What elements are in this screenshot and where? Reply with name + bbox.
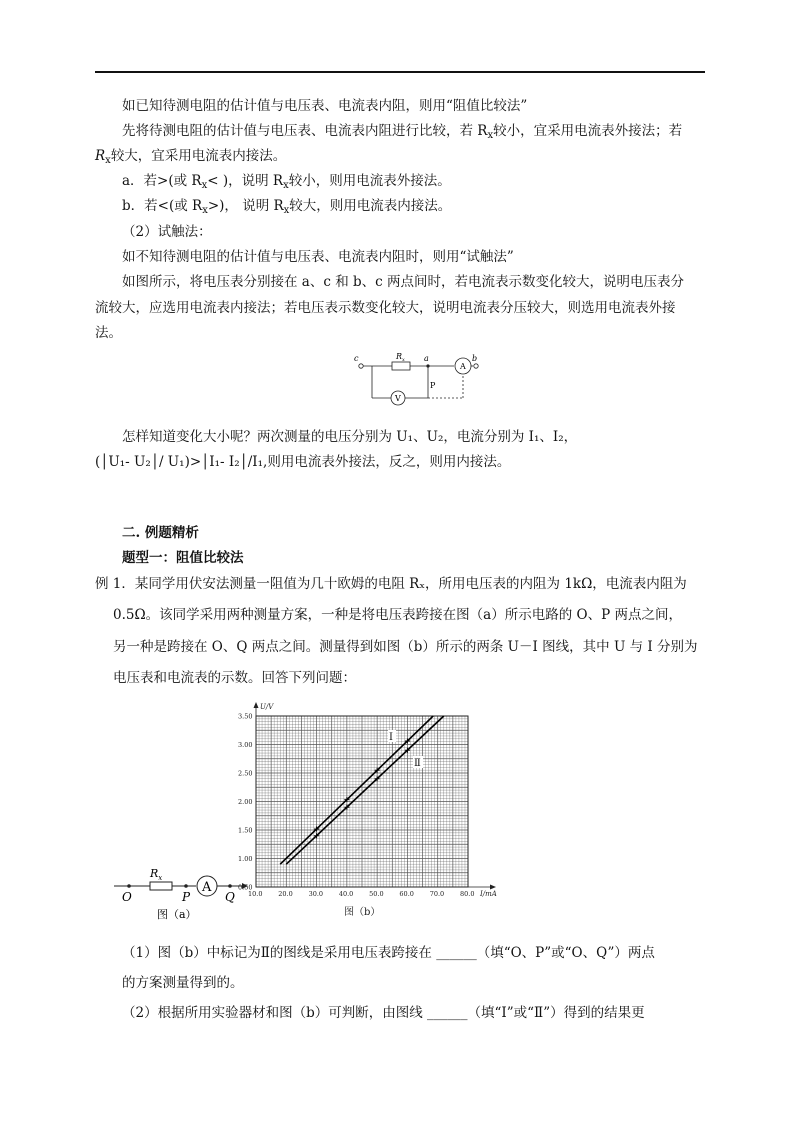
resistor-rx	[150, 882, 172, 890]
label-c: c	[354, 354, 359, 363]
label-b: b	[472, 354, 478, 363]
question-text: 的方案测量得到的。	[122, 975, 244, 991]
paragraph: b．若<(或 $R_x>$)， 说明 $R_x$较大，则用电流表内接法。	[122, 198, 452, 216]
figure-a-circuit	[112, 860, 252, 922]
label-rx: $R_x$	[396, 352, 405, 363]
paragraph: 流较大，应选用电流表内接法；若电压表示数变化较大，说明电流表分压较大，则选用电流表外接	[95, 300, 676, 316]
paragraph: 法。	[95, 325, 122, 341]
x-tick-label: 30.0	[308, 890, 324, 898]
terminal-b	[474, 364, 478, 368]
label-o: O	[122, 890, 132, 904]
y-tick-label: 3.50	[238, 712, 253, 721]
paragraph: 怎样知道变化大小呢？两次测量的电压分别为 U₁、U₂，电流分别为 I₁、I₂，	[122, 429, 578, 445]
paragraph: a．若>(或 $R_x<$ )，说明 $R_x$较小，则用电流表外接法。	[122, 173, 451, 191]
example-text: 例 1．某同学用伏安法测量一阻值为几十欧姆的电阻 Rₓ，所用电压表的内阻为 1kΩ，电流表内阻为	[95, 576, 687, 592]
x-tick-label: 20.0	[278, 890, 293, 898]
x-axis-arrow	[490, 885, 496, 890]
example-text: 电压表和电流表的示数。回答下列问题：	[113, 670, 356, 686]
x-axis-label: I/mA	[480, 890, 497, 898]
y-axis-label: U/V	[260, 703, 274, 711]
label-q: Q	[225, 890, 235, 904]
paragraph: （2）试触法：	[122, 224, 212, 240]
figure-b-ui-chart	[236, 700, 506, 930]
question-text: （2）根据所用实验器材和图（b）可判断，由图线 ______（填“Ⅰ”或“Ⅱ”）得到的结果更	[122, 1005, 645, 1021]
label-rx: $R_x$	[150, 867, 163, 882]
x-tick-label: 70.0	[429, 890, 445, 898]
figure-a-caption: 图（a）	[157, 908, 197, 921]
example-text: 0.5Ω。该同学采用两种测量方案，一种是将电压表跨接在图（a）所示电路的 O、P 两点之间，	[113, 607, 682, 623]
paragraph: 先将待测电阻的估计值与电压表、电流表内阻进行比较，若 $R_x$较小，宜采用电流表外接法；若	[122, 123, 683, 141]
paragraph: 如图所示，将电压表分别接在 a、c 和 b、c 两点间时，若电流表示数变化较大，说明电压表分	[122, 274, 684, 290]
ammeter-label: A	[460, 362, 466, 371]
label-p: P	[182, 890, 191, 904]
series-label: Ⅱ	[414, 758, 421, 769]
section-heading: 二. 例题精析	[122, 525, 199, 541]
y-tick-label: 1.50	[238, 826, 253, 835]
x-tick-label: 80.0	[460, 890, 475, 898]
header-rule	[95, 71, 705, 73]
terminal-c	[359, 364, 363, 368]
formula-line: (│U₁- U₂│/ U₁)>│I₁- I₂│/I₁,则用电流表外接法，反之，则用内接法。	[95, 454, 511, 470]
y-tick-label: 2.50	[238, 769, 253, 778]
question-text: （1）图（b）中标记为Ⅱ的图线是采用电压表跨接在 ______（填“O、P”或“O、Q”）两点	[122, 945, 655, 961]
paragraph: 如已知待测电阻的估计值与电压表、电流表内阻，则用“阻值比较法”	[122, 98, 528, 114]
example-text: 另一种是跨接在 O、Q 两点之间。测量得到如图（b）所示的两条 U－I 图线，其中 U 与 I 分别为	[113, 639, 698, 655]
label-p: P	[430, 381, 436, 390]
trial-contact-circuit	[350, 348, 490, 410]
series-label: Ⅰ	[389, 732, 393, 743]
figure-b-caption: 图（b）	[344, 907, 381, 918]
x-tick-label: 40.0	[338, 890, 354, 898]
ammeter-label: A	[202, 880, 212, 895]
y-tick-label: 1.00	[238, 855, 253, 863]
y-axis-arrow	[254, 702, 259, 708]
x-tick-label: 10.0	[248, 890, 263, 898]
y-tick-label: 3.00	[238, 741, 253, 749]
resistor-rx	[392, 362, 410, 370]
x-tick-label: 60.0	[399, 890, 414, 898]
voltmeter-label: V	[395, 394, 401, 403]
paragraph: $R_x$较大，宜采用电流表内接法。	[95, 148, 287, 166]
x-tick-label: 50.0	[369, 890, 384, 898]
paragraph: 如不知待测电阻的估计值与电压表、电流表内阻时，则用“试触法”	[122, 249, 514, 265]
y-tick-label: 0.50	[238, 883, 253, 892]
subsection-heading: 题型一：阻值比较法	[122, 550, 244, 566]
y-tick-label: 2.00	[238, 798, 253, 806]
label-a: a	[424, 354, 429, 363]
